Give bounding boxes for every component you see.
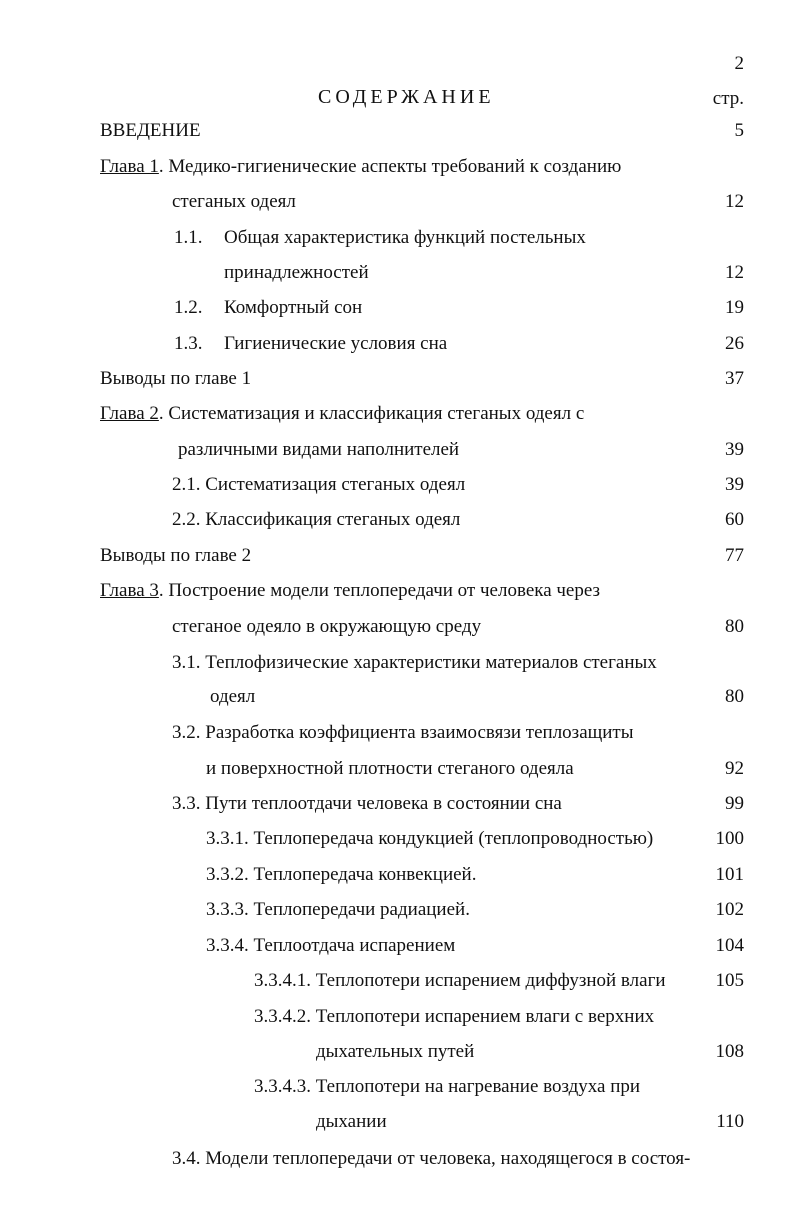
toc-entry-page: 92 (725, 758, 744, 779)
toc-entry-text: 3.3.4.2. Теплопотери испарением влаги с верхних (254, 1006, 655, 1027)
toc-entry-text: Общая характеристика функций постельных (224, 227, 586, 248)
toc-entry-text: 2.1. Систематизация стеганых одеял (172, 474, 466, 495)
toc-entry-page: 80 (725, 616, 744, 637)
toc-entry-text: 2.2. Классификация стеганых одеял (172, 509, 461, 530)
toc-entry-text: Глава 3. Построение модели теплопередачи от человека через (100, 580, 601, 601)
toc-entry-text: Комфортный сон (224, 297, 363, 318)
page-column-header: стр. (712, 88, 744, 109)
toc-entry-text: стеганое одеяло в окружающую среду (172, 616, 482, 637)
toc-entry-page: 39 (725, 474, 744, 495)
toc-entry-text: 3.3.4.3. Теплопотери на нагревание воздуха при (254, 1076, 641, 1097)
toc-entry-text: 3.2. Разработка коэффициента взаимосвязи теплозащиты (172, 722, 634, 743)
toc-entry-text: дыхании (316, 1111, 387, 1132)
toc-entry-page: 39 (725, 439, 744, 460)
toc-entry-page: 80 (725, 686, 744, 707)
toc-entry-text: принадлежностей (224, 262, 369, 283)
chapter-link[interactable]: Глава 1 (100, 156, 159, 177)
page-title: СОДЕРЖАНИЕ (318, 86, 495, 108)
toc-entry-page: 99 (725, 793, 744, 814)
toc-entry-page: 105 (715, 970, 744, 991)
toc-entry-text: Выводы по главе 1 (100, 368, 252, 389)
toc-entry-page: 77 (725, 545, 744, 566)
toc-entry-page: 60 (725, 509, 744, 530)
toc-entry-number: 1.1. (174, 227, 203, 248)
toc-entry-text: 3.4. Модели теплопередачи от человека, находящегося в состоя- (172, 1148, 691, 1169)
toc-entry-page: 102 (715, 899, 744, 920)
toc-entry-page: 110 (716, 1111, 744, 1132)
toc-entry-text: 3.3.2. Теплопередача конвекцией. (206, 864, 477, 885)
toc-entry-text: Глава 1. Медико-гигиенические аспекты требований к созданию (100, 156, 622, 177)
toc-entry-page: 100 (715, 828, 744, 849)
toc-entry-number: 1.2. (174, 297, 203, 318)
toc-entry-text: и поверхностной плотности стеганого одеяла (206, 758, 574, 779)
toc-entry-text: Гигиенические условия сна (224, 333, 448, 354)
toc-entry-page: 26 (725, 333, 744, 354)
toc-entry-number: 1.3. (174, 333, 203, 354)
toc-entry-text: 3.1. Теплофизические характеристики материалов стеганых (172, 652, 657, 673)
toc-entry-text: дыхательных путей (316, 1041, 475, 1062)
toc-entry-page: 5 (734, 120, 744, 141)
toc-entry-page: 12 (725, 191, 744, 212)
toc-entry-page: 101 (715, 864, 744, 885)
toc-entry-page: 19 (725, 297, 744, 318)
toc-entry-text: 3.3.4.1. Теплопотери испарением диффузной влаги (254, 970, 666, 991)
toc-entry-text: 3.3.1. Теплопередача кондукцией (теплопроводностью) (206, 828, 654, 849)
toc-entry-page: 12 (725, 262, 744, 283)
toc-entry-text: Глава 2. Систематизация и классификация стеганых одеял с (100, 403, 585, 424)
toc-entry-text: стеганых одеял (172, 191, 296, 212)
chapter-link[interactable]: Глава 3 (100, 580, 159, 601)
page-number: 2 (734, 53, 744, 74)
toc-entry-text: различными видами наполнителей (178, 439, 460, 460)
chapter-link[interactable]: Глава 2 (100, 403, 159, 424)
toc-entry-page: 108 (715, 1041, 744, 1062)
toc-entry-text: одеял (210, 686, 256, 707)
toc-entry-text: Выводы по главе 2 (100, 545, 252, 566)
toc-entry-page: 104 (715, 935, 744, 956)
toc-entry-text: 3.3.4. Теплоотдача испарением (206, 935, 456, 956)
toc-entry-text: 3.3.3. Теплопередачи радиацией. (206, 899, 470, 920)
toc-entry-text: ВВЕДЕНИЕ (100, 120, 201, 141)
toc-entry-text: 3.3. Пути теплоотдачи человека в состоянии сна (172, 793, 562, 814)
toc-entry-page: 37 (725, 368, 744, 389)
